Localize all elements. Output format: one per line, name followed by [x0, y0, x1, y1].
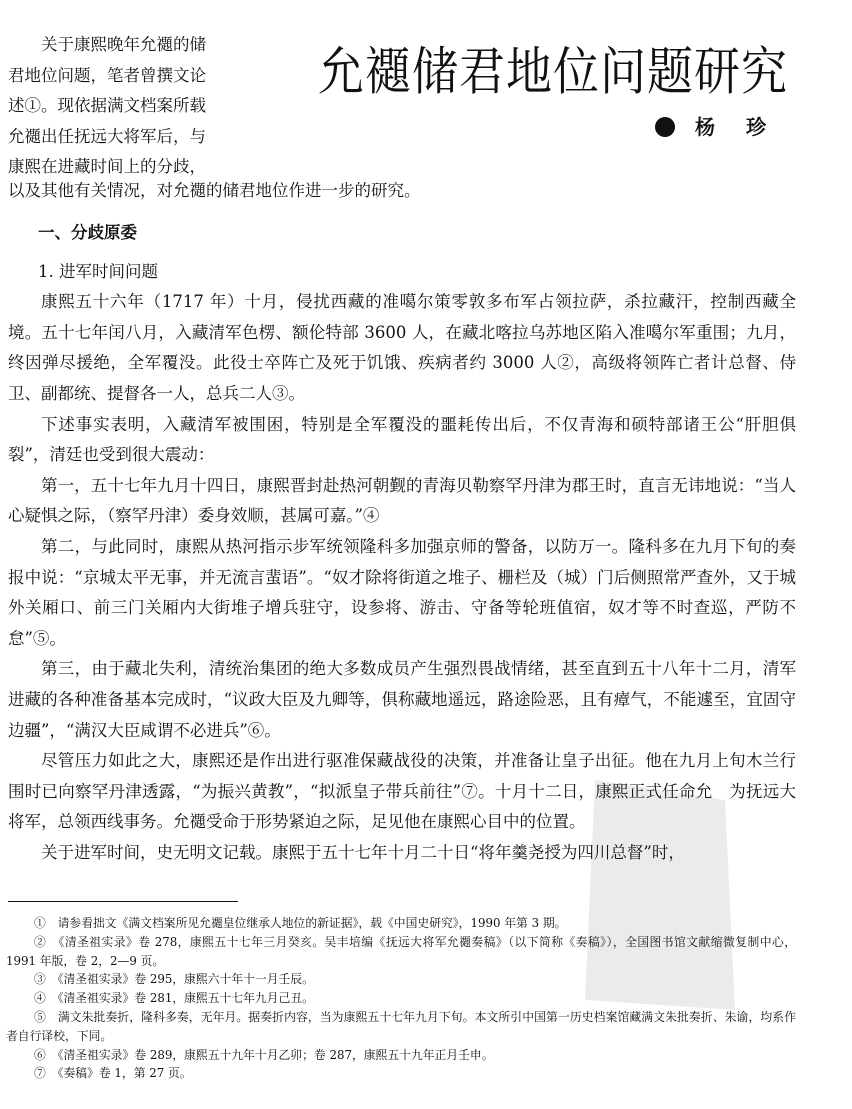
footnotes [6, 914, 796, 1083]
footnote: ⑤ 满文朱批奏折，隆科多奏，无年月。据奏折内容，当为康熙五十七年九月下旬。本文所引中国第一历史档案馆藏满文朱批奏折、朱谕，均系作者自行译校，下同。 [6, 1009, 796, 1043]
footnote: ⑥ 《清圣祖实录》卷 289，康熙五十九年十月乙卯；卷 287，康熙五十九年正月壬申。 [34, 1047, 494, 1062]
paragraph: 第二，与此同时，康熙从热河指示步军统领隆科多加强京师的警备，以防万一。隆科多在九月下旬的奏报中说：“京城太平无事，并无流言蜚语”。“奴才除将街道之堆子、栅栏及（城）门后侧照常严查外，又于城外关厢口、前三门关厢内大街堆子增兵驻守，设参将、游击、守备等轮班值宿，奴才等不时查巡，严防不怠”⑤。 [8, 536, 796, 648]
footnote-divider [8, 901, 238, 902]
subsection-heading: 1. 进军时间问题 [38, 261, 158, 281]
article-body [8, 218, 796, 868]
footnote: ① 请参看拙文《满文档案所见允禵皇位继承人地位的新证据》，载《中国史研究》，1990 年第 3 期。 [34, 916, 567, 930]
author-line [655, 112, 778, 142]
footnote: ③ 《清圣祖实录》卷 295，康熙六十年十一月壬辰。 [34, 972, 314, 987]
paragraph: 下述事实表明，入藏清军被围困，特别是全军覆没的噩耗传出后，不仅青海和硕特部诸王公“肝胆俱裂”，清廷也受到很大震动： [8, 414, 796, 465]
paragraph: 第一，五十七年九月十四日，康熙晋封赴热河朝觐的青海贝勒察罕丹津为郡王时，直言无讳地说：“当人心疑惧之际，（察罕丹津）委身效顺，甚属可嘉。”④ [8, 475, 796, 526]
abstract [8, 30, 258, 183]
abstract-line: 君地位问题，笔者曾撰文论 [8, 65, 206, 85]
abstract-tail: 以及其他有关情况，对允禵的储君地位作进一步的研究。 [8, 181, 421, 200]
paragraph: 关于进军时间，史无明文记载。康熙于五十七年十月二十日“将年羹尧授为四川总督”时， [41, 842, 685, 862]
paragraph: 康熙五十六年（1717 年）十月，侵扰西藏的准噶尔策零敦多布军占领拉萨，杀拉藏汗，控制西藏全境。五十七年闰八月，入藏清军色楞、额伦特部 3600 人，在藏北喀拉乌苏地区陷入准噶尔军重围；九月，终因弹尽援绝，全军覆没。此役士卒阵亡及死于饥饿、疾病者约 3000 人②，高级将领阵亡者计总督、侍卫、副都统、提督各一人，总兵二人③。 [8, 292, 796, 403]
footnote: ④ 《清圣祖实录》卷 281，康熙五十七年九月己丑。 [34, 991, 314, 1006]
abstract-line: 关于康熙晚年允禵的储 [41, 35, 206, 54]
paragraph: 第三，由于藏北失利，清统治集团的绝大多数成员产生强烈畏战情绪，甚至直到五十八年十二月，清军进藏的各种准备基本完成时，“议政大臣及九卿等，俱称藏地遥远，路途险恶，且有瘴气，不能遽至，宜固守边疆”，“满汉大臣咸谓不必进兵”⑥。 [8, 659, 796, 740]
abstract-line: 述①。现依据满文档案所载 [8, 96, 206, 115]
article-title: 允禵储君地位问题研究 [318, 41, 788, 102]
author-name: 杨 珍 [695, 115, 778, 139]
abstract-line: 康熙在进藏时间上的分歧， [8, 157, 206, 176]
paragraph: 尽管压力如此之大，康熙还是作出进行驱准保藏战役的决策，并准备让皇子出征。他在九月上旬木兰行围时已向察罕丹津透露，“为振兴黄教”，“拟派皇子带兵前往”⑦。十月十二日，康熙正式任命允 为抚远大将军，总领西线事务。允禵受命于形势紧迫之际，足见他在康熙心目中的位置。 [8, 751, 796, 832]
bullet-dot-icon [655, 117, 675, 137]
abstract-line: 允禵出任抚远大将军后，与 [8, 126, 206, 146]
footnote: ② 《清圣祖实录》卷 278，康熙五十七年三月癸亥。吴丰培编《抚远大将军允禵奏稿》（以下简称《奏稿》），全国图书馆文献缩微复制中心，1991 年版，卷 2，2—9 页。 [6, 934, 796, 968]
footnote: ⑦ 《奏稿》卷 1，第 27 页。 [34, 1066, 192, 1081]
section-heading: 一、分歧原委 [38, 223, 137, 242]
